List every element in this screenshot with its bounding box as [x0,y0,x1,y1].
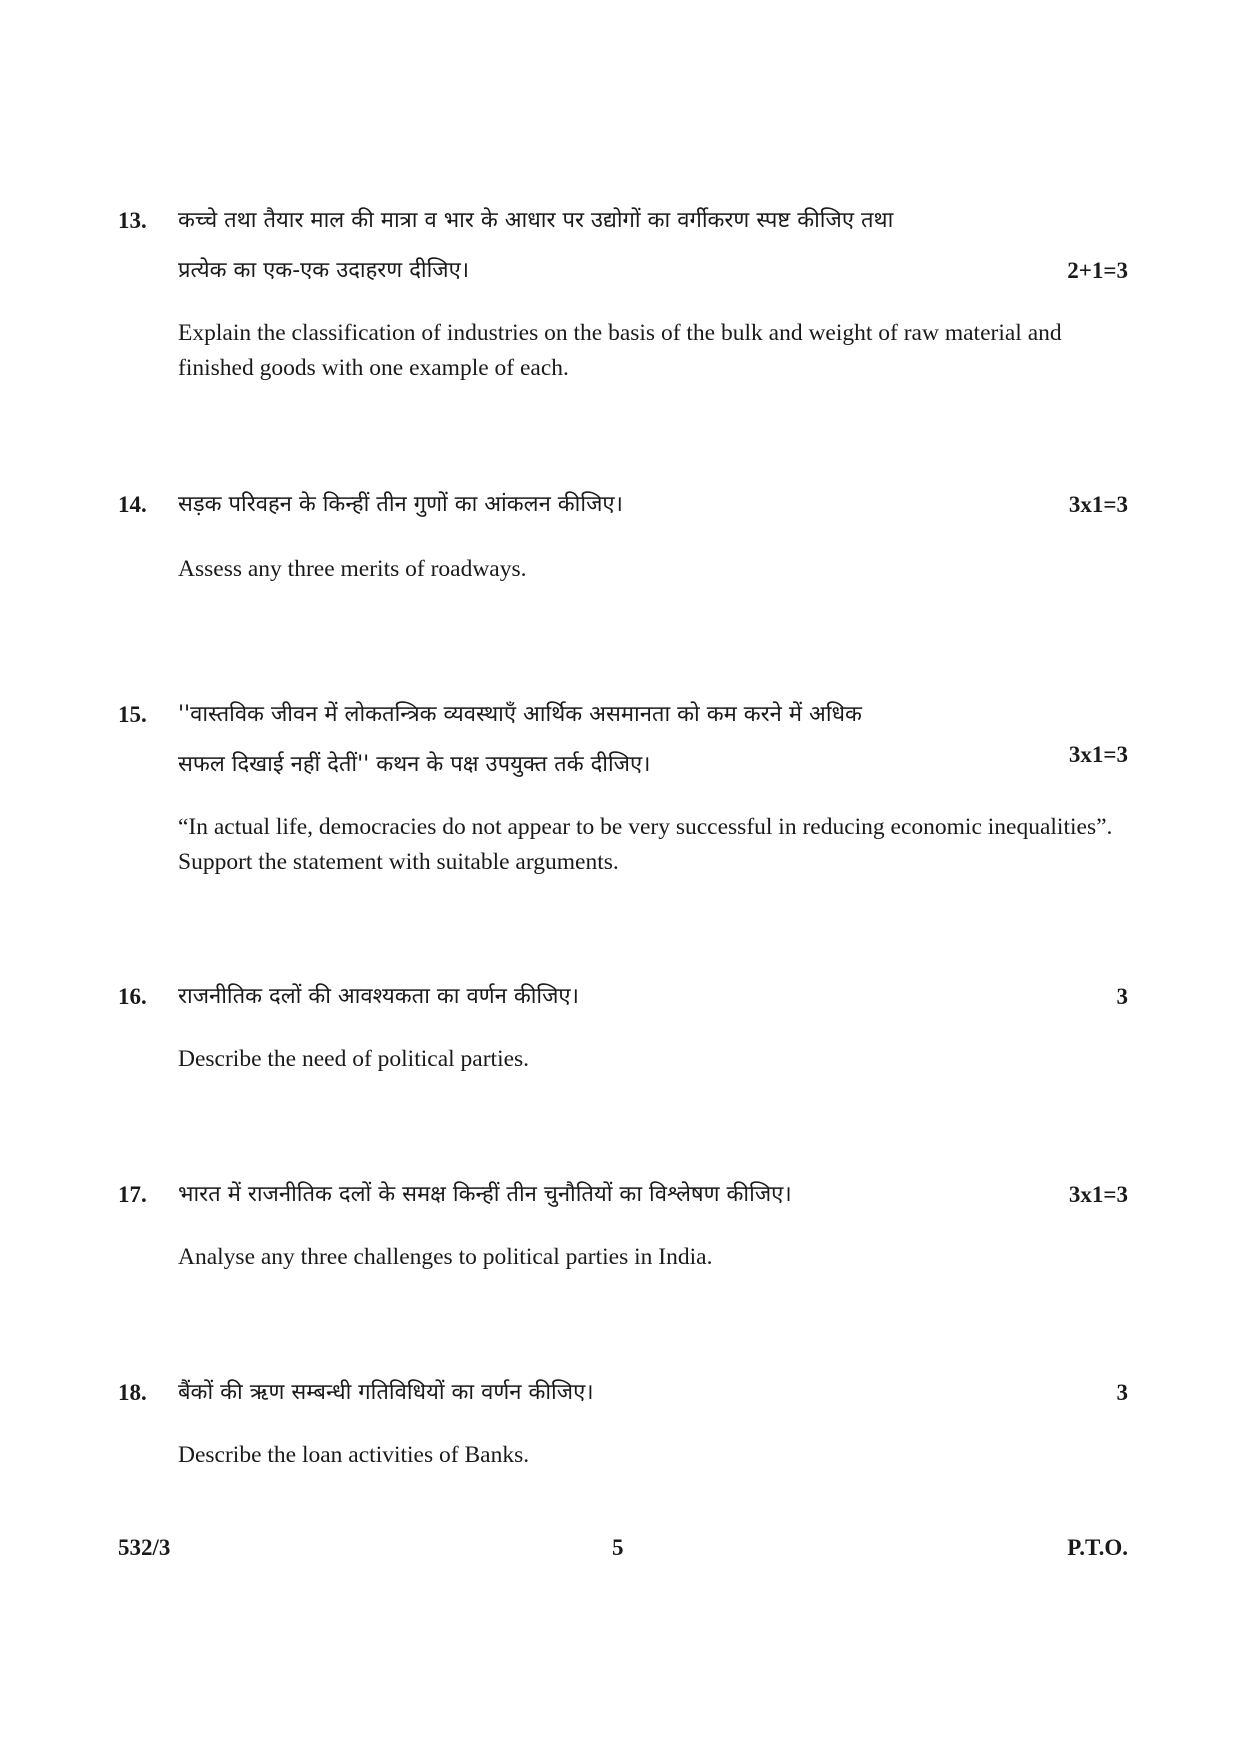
question-number: 14. [118,492,147,517]
question-number: 16. [118,984,147,1009]
question-hindi-line-1: सड़क परिवहन के किन्हीं तीन गुणों का आंकलन कीजिए। [178,492,623,517]
question-english: Analyse any three challenges to political parties in India. [178,1244,713,1270]
question-14 [118,480,1128,582]
question-13 [118,196,1128,381]
question-16 [118,972,1128,1072]
question-hindi-line-2: प्रत्येक का एक-एक उदाहरण दीजिए। [178,258,470,283]
question-18 [118,1368,1128,1468]
question-marks: 3x1=3 [1068,742,1128,767]
question-number: 17. [118,1182,147,1207]
question-hindi-line-2: सफल दिखाई नहीं देतीं'' कथन के पक्ष उपयुक्त तर्क दीजिए। [178,752,651,777]
question-marks: 2+1=3 [1067,258,1128,283]
question-17 [118,1170,1128,1270]
question-hindi-line-1: बैंकों की ऋण सम्बन्धी गतिविधियों का वर्णन कीजिए। [178,1380,594,1405]
question-hindi-line-1: ''वास्तविक जीवन में लोकतन्त्रिक व्यवस्थाएँ आर्थिक असमानता को कम करने में अधिक [178,702,862,727]
question-english: “In actual life, democracies do not appear to be very successful in reducing economic inequalities”. Support the statement with suitable arguments. [178,814,1113,875]
question-english: Assess any three merits of roadways. [178,556,527,582]
footer-pto: P.T.O. [1067,1535,1128,1560]
question-marks: 3 [1116,1380,1128,1405]
question-marks: 3x1=3 [1068,492,1128,517]
question-english: Describe the loan activities of Banks. [178,1442,530,1468]
footer-paper-code: 532/3 [118,1535,171,1560]
question-marks: 3x1=3 [1068,1182,1128,1207]
question-number: 15. [118,702,147,727]
question-marks: 3 [1116,984,1128,1009]
question-number: 13. [118,208,147,233]
question-english: Describe the need of political parties. [178,1046,530,1072]
question-hindi-line-1: कच्चे तथा तैयार माल की मात्रा व भार के आधार पर उद्योगों का वर्गीकरण स्पष्ट कीजिए तथा [178,208,894,233]
question-number: 18. [118,1380,147,1405]
question-hindi-line-1: भारत में राजनीतिक दलों के समक्ष किन्हीं तीन चुनौतियों का विश्लेषण कीजिए। [178,1182,792,1207]
footer-page-number: 5 [612,1535,624,1560]
question-15 [118,690,1128,875]
question-hindi-line-1: राजनीतिक दलों की आवश्यकता का वर्णन कीजिए। [178,984,579,1009]
question-english: Explain the classification of industries on the basis of the bulk and weight of raw material and finished goods with one example of each. [178,320,1062,381]
